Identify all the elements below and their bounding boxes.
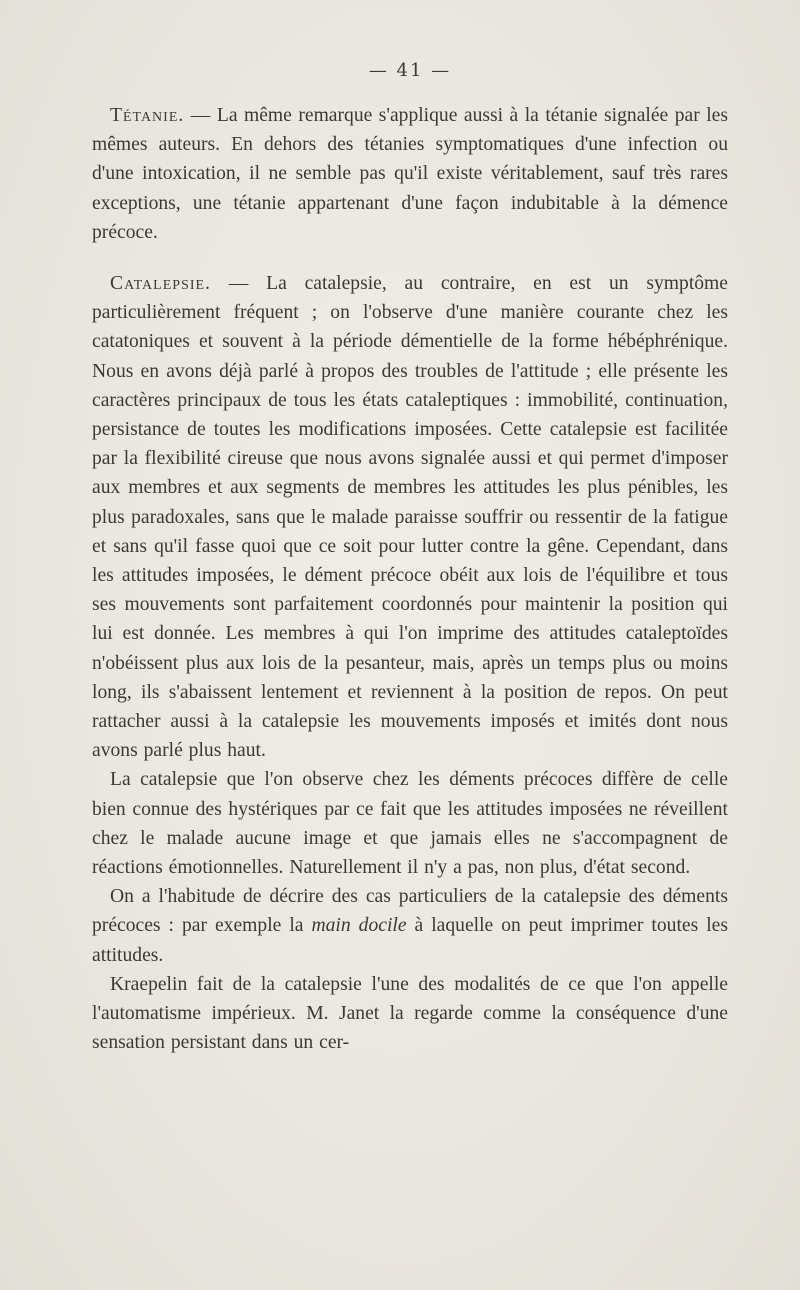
paragraph-text: — La catalepsie, au contraire, en est un symptôme particulièrement fréquent ; on l'observe d'une manière courante chez les catatoniques et souvent à la période démentielle de la forme hébéphrénique. Nous en avons déjà parlé à propos des troubles de l'attitude ; elle présente les caractères principaux de tous les états cataleptiques : immobilité, continuation, persistance de toutes les modifications imposées. Cette catalepsie est facilitée par la flexibilité cireuse que nous avons signalée aussi et qui permet d'imposer aux membres et aux segments de membres les attitudes les plus pénibles, les plus paradoxales, sans que le malade paraisse souffrir ou ressentir de la fatigue et sans qu'il fasse quoi que ce soit pour lutter contre la gêne. Cependant, dans les attitudes imposées, le dément précoce obéit aux lois de l'équilibre et tous ses mouvements sont parfaitement coordonnés pour maintenir la position qui lui est donnée. Les membres à qui l'on imprime des attitudes cataleptoïdes n'obéissent plus aux lois de la pesanteur, mais, après un temps plus ou moins long, ils s'abaissent lentement et reviennent à la position de repos. On peut rattacher aussi à la catalepsie les mouvements imposés et imités dont nous avons parlé plus haut.: [92, 273, 728, 762]
section-heading-catalepsie: Catalepsie.: [110, 273, 211, 295]
paragraph-text: à laquelle on peut imprimer toutes les attitudes.: [92, 915, 728, 966]
page-number: — 41 —: [368, 60, 452, 81]
paragraph-tetanie: [92, 101, 728, 247]
paragraph-text: On a l'habitude de décrire des cas particuliers de la catalepsie des déments précoces : par exemple la: [92, 886, 728, 937]
paragraph-hysteriques: La catalepsie que l'on observe chez les déments précoces diffère de celle bien connue des hystériques par ce fait que les attitudes imposées ne réveillent chez le malade aucune image et que jamais elles ne s'accompagnent de réactions émotionnelles. Naturellement il n'y a pas, non plus, d'état second.: [92, 769, 728, 879]
paragraph-text: — La même remarque s'applique aussi à la tétanie signalée par les mêmes auteurs. En dehors des tétanies symptomatiques d'une infection ou d'une intoxication, il ne semble pas qu'il existe véritablement, sauf très rares exceptions, une tétanie appartenant d'une façon indubitable à la démence précoce.: [92, 105, 728, 243]
paragraph-kraepelin: Kraepelin fait de la catalepsie l'une des modalités de ce que l'on appelle l'automatisme impérieux. M. Janet la regarde comme la conséquence d'une sensation persistant dans un cer-: [92, 973, 728, 1054]
paragraph-main-docile: [92, 882, 728, 970]
section-heading-tetanie: Tétanie.: [110, 105, 185, 126]
paragraph-catalepsie: [92, 269, 728, 765]
italic-term: main docile: [311, 915, 407, 937]
